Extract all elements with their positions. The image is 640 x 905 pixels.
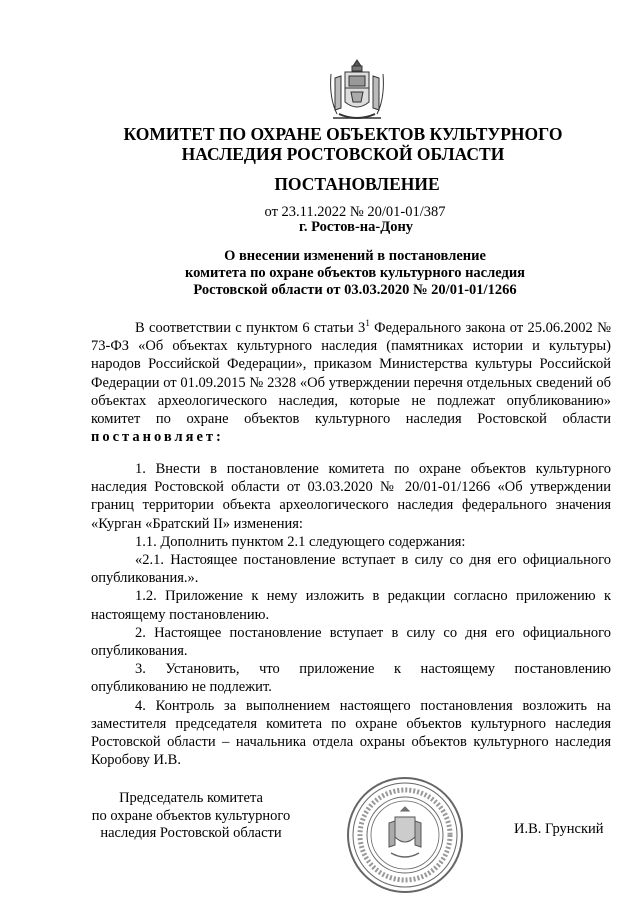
preamble-paragraph [91,319,611,446]
item-1: 1. Внести в постановление комитета по охране объектов культурного наследия Ростовской области от 03.03.2020 № 20/01-01/1266 «Об утверждении границ территории объекта археологического наследия федерального значения «Курган «Братский II» изменения: [91,461,611,532]
item-2-1-quote: «2.1. Настоящее постановление вступает в силу со дня его официального опубликования.». [91,552,611,587]
document-city: г. Ростов-на-Дону [298,219,414,235]
item-1-2: 1.2. Приложение к нему изложить в редакции согласно приложению к настоящему постановлению. [91,588,611,623]
subject-line-3: Ростовской области от 03.03.2020 № 20/01-01/1266 [193,282,517,298]
item-1-1: 1.1. Дополнить пунктом 2.1 следующего содержания: [135,533,466,550]
decree-word: постановляет: [91,429,224,446]
document-subject [0,248,640,299]
org-line-1: КОМИТЕТ ПО ОХРАНЕ ОБЪЕКТОВ КУЛЬТУРНОГО [123,124,563,144]
signatory-name: И.В. Грунский [514,821,604,837]
official-seal-icon [345,775,465,895]
coat-of-arms-icon [327,58,387,122]
preamble-text-1: В соответствии с пунктом 6 статьи 3 [135,320,366,336]
org-line-2: НАСЛЕДИЯ РОСТОВСКОЙ ОБЛАСТИ [181,144,505,164]
item-3: 3. Установить, что приложение к настоящему постановлению опубликованию не подлежит. [91,661,611,696]
item-2: 2. Настоящее постановление вступает в силу со дня его официального опубликования. [91,624,611,660]
document-type: ПОСТАНОВЛЕНИЕ [274,174,440,194]
item-4: 4. Контроль за выполнением настоящего постановления возложить на заместителя председателя комитета по охране объектов культурного наследия Ростовской области – начальника отдела охраны объектов культурного наследия Коробову И.В. [91,697,611,769]
signatory-title-line-2: по охране объектов культурного [91,807,291,824]
preamble [91,319,611,446]
signatory-title-line-1: Председатель комитета [119,790,263,806]
organization-name [0,124,640,164]
preamble-text-2: Федерального закона от 25.06.2002 № 73-ФЗ «Об объектах культурного наследия (памятниках истории и культуры) народов Российской Федерации», приказом Министерства культуры Российской Федерации от 01.09.2015 № 2328 «Об утверждении перечня отдельных сведений об объектах археологического наследия, которые не подлежат опубликованию» комитет по охране объектов культурного наследия Ростовской области [91,320,611,428]
preamble-superscript: 1 [365,318,370,329]
document-date-number: от 23.11.2022 № 20/01-01/387 [264,204,446,220]
signatory-title-line-3: наследия Ростовской области [100,825,282,841]
signatory-title [91,790,291,843]
decree-items [91,460,611,769]
subject-line-1: О внесении изменений в постановление [224,248,486,264]
subject-line-2: комитета по охране объектов культурного наследия [184,265,526,281]
